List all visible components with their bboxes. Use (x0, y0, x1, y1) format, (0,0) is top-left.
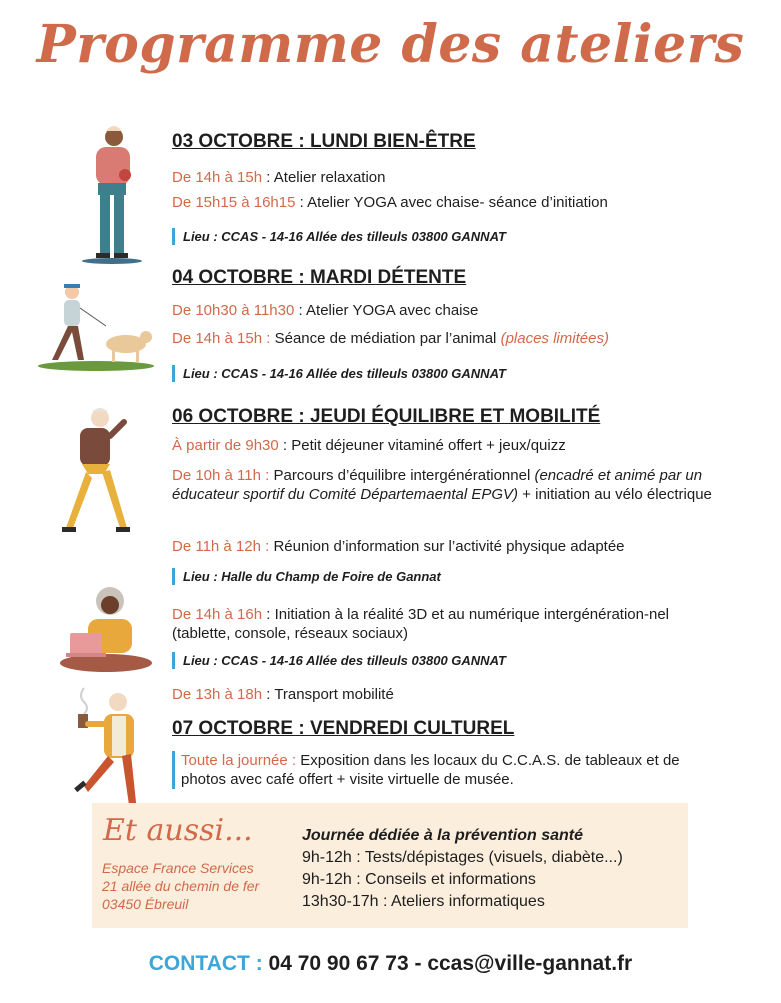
activity-text: Transport mobilité (274, 686, 394, 703)
day-title-07-octobre: 07 OCTOBRE : VENDREDI CULTUREL (172, 718, 515, 739)
page-title: Programme des ateliers (36, 14, 745, 75)
activity-text: Parcours d’équilibre intergénérationnel (273, 467, 531, 484)
prevention-item: 13h30-17h : Ateliers informatiques (302, 893, 545, 910)
contact-label: CONTACT : (148, 952, 263, 975)
schedule-line (172, 302, 478, 320)
time-range: De 10h30 à 11h30 (172, 302, 295, 319)
woman-exercising-illustration (70, 123, 150, 265)
separator: : (294, 302, 307, 319)
location-line: Lieu : Halle du Champ de Foire de Gannat (172, 568, 441, 585)
schedule-line (172, 169, 386, 187)
time-range: De 13h à 18h (172, 686, 263, 703)
contact-details[interactable]: 04 70 90 67 73 - ccas@ville-gannat.fr (268, 952, 633, 975)
time-range: De 14h à 15h (172, 169, 263, 186)
address-line: 21 allée du chemin de fer (102, 878, 260, 894)
woman-laptop-illustration (58, 583, 154, 675)
day-title-03-octobre: 03 OCTOBRE : LUNDI BIEN-ÊTRE (172, 131, 476, 152)
contact-line (0, 952, 781, 976)
separator: : (262, 686, 275, 703)
time-range: De 14h à 15h : (172, 330, 271, 347)
prevention-item: 9h-12h : Tests/dépistages (visuels, diabète...) (302, 849, 623, 866)
schedule-line (172, 605, 717, 643)
location-line: Lieu : CCAS - 14-16 Allée des tilleuls 03800 GANNAT (172, 652, 506, 669)
schedule-line (172, 751, 726, 789)
schedule-line (172, 466, 712, 504)
schedule-line (172, 538, 625, 556)
espace-france-services-address (102, 859, 259, 913)
activity-text: Exposition dans les locaux du C.C.A.S. de tableaux et de photos avec café offert + visite virtuelle de musée. (181, 752, 680, 788)
prevention-title: Journée dédiée à la prévention santé (302, 827, 583, 844)
day-title-04-octobre: 04 OCTOBRE : MARDI DÉTENTE (172, 267, 467, 288)
address-line: 03450 Ébreuil (102, 896, 189, 912)
day-title-06-octobre: 06 OCTOBRE : JEUDI ÉQUILIBRE ET MOBILITÉ (172, 406, 601, 427)
address-line: Espace France Services (102, 860, 254, 876)
activity-text: Séance de médiation par l’animal (274, 330, 497, 347)
activity-text: Atelier relaxation (273, 169, 386, 186)
location-line: Lieu : CCAS - 14-16 Allée des tilleuls 03800 GANNAT (172, 365, 506, 382)
activity-text: Réunion d’information sur l’activité physique adaptée (273, 538, 625, 555)
schedule-line (172, 437, 566, 455)
location-line: Lieu : CCAS - 14-16 Allée des tilleuls 03800 GANNAT (172, 228, 506, 245)
separator: : (262, 606, 275, 623)
prevention-item: 9h-12h : Conseils et informations (302, 871, 536, 888)
activity-text: Petit déjeuner vitaminé offert + jeux/quizz (291, 437, 566, 454)
et-aussi-box (92, 803, 688, 928)
schedule-line (172, 330, 609, 348)
separator: : (278, 437, 292, 454)
woman-walking-dog-illustration (28, 282, 158, 374)
activity-after: + initiation au vélo électrique (518, 486, 712, 503)
schedule-line (172, 194, 608, 212)
activity-text: Atelier YOGA avec chaise (306, 302, 479, 319)
activity-text: Atelier YOGA avec chaise- séance d’initiation (307, 194, 608, 211)
activity-italic-note: (encadré et animé par un éducateur sportif du Comité Départemaental EPGV) (172, 467, 703, 503)
schedule-line (172, 686, 394, 704)
separator: : (295, 194, 308, 211)
time-range: De 10h à 11h : (172, 467, 270, 484)
et-aussi-heading: Et aussi... (103, 813, 253, 848)
places-limitees-note: (places limitées) (500, 330, 609, 347)
prevention-block (302, 825, 623, 913)
time-range: De 11h à 12h : (172, 538, 270, 555)
time-range: Toute la journée : (181, 752, 297, 769)
activity-text: Initiation à la réalité 3D et au numérique intergénération-nel (tablette, console, réseaux sociaux) (172, 606, 670, 642)
man-stretching-illustration (52, 406, 136, 536)
time-range: De 14h à 16h (172, 606, 263, 623)
time-range: À partir de 9h30 (172, 437, 279, 454)
time-range: De 15h15 à 16h15 (172, 194, 296, 211)
separator: : (262, 169, 274, 186)
